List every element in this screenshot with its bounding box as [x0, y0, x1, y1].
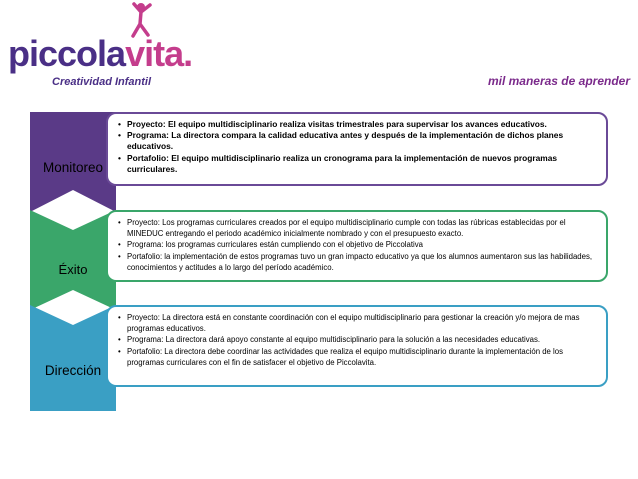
- chevron-label: Dirección: [44, 363, 102, 378]
- logo-main: piccola: [8, 33, 126, 74]
- box-monitoreo: [106, 112, 608, 186]
- chevron-shape-icon: [30, 305, 116, 411]
- list-item: • Portafolio: la implementación de estos programas tuvo un gran impacto educativo ya que los alumnos aumentaron sus las habilidades, conocimientos y actitudes a lo largo del período académico.: [118, 251, 600, 273]
- brand-tagline: mil maneras de aprender: [487, 74, 630, 88]
- chevron-exito: [30, 210, 116, 310]
- box-direccion: [106, 305, 608, 387]
- row-direccion: [0, 305, 638, 411]
- list-item: • Programa: La directora dará apoyo constante al equipo multidisciplinario para la solución a las necesidades educativas.: [118, 334, 600, 345]
- list-item: • Portafolio: La directora debe coordinar las actividades que realiza el equipo multidisciplinario durante la implementación de los programas curriculares con el fin de satisfacer el objetivo de Piccolavita.: [118, 346, 600, 368]
- list-item: • Proyecto: Los programas curriculares creados por el equipo multidisciplinario cumple con todas las rúbricas establecidas por el MINEDUC entregando el periodo académico inicialmente nombrado y con el presupuesto exacto.: [118, 217, 600, 239]
- chevron-monitoreo: [30, 112, 116, 212]
- row-exito: [0, 210, 638, 310]
- logo-subtitle: Creatividad Infantil: [52, 76, 152, 88]
- chevron-direccion: [30, 305, 116, 411]
- chevron-label: Éxito: [58, 262, 88, 277]
- list-item: • Portafolio: El equipo multidisciplinario realiza un cronograma para la implementación de nuevos programas curriculares.: [118, 153, 600, 175]
- list-item: • Programa: los programas curriculares están cumpliendo con el objetivo de Piccolativa: [118, 239, 600, 250]
- logo-wordmark: [8, 34, 192, 74]
- row-monitoreo: [0, 112, 638, 212]
- brand-logo: [8, 0, 193, 96]
- list-item: • Programa: La directora compara la calidad educativa antes y después de la implementación de dichos planes educativos.: [118, 130, 600, 152]
- list-item: • Proyecto: El equipo multidisciplinario realiza visitas trimestrales para supervisar los avances educativos.: [118, 119, 600, 130]
- list-item: • Proyecto: La directora está en constante coordinación con el equipo multidisciplinario para gestionar la creación y/o mejora de mas programas educativos.: [118, 312, 600, 334]
- chevron-label: Monitoreo: [42, 160, 104, 175]
- chevron-shape-icon: [30, 210, 116, 310]
- logo-accent: vita.: [125, 33, 193, 74]
- box-exito: [106, 210, 608, 282]
